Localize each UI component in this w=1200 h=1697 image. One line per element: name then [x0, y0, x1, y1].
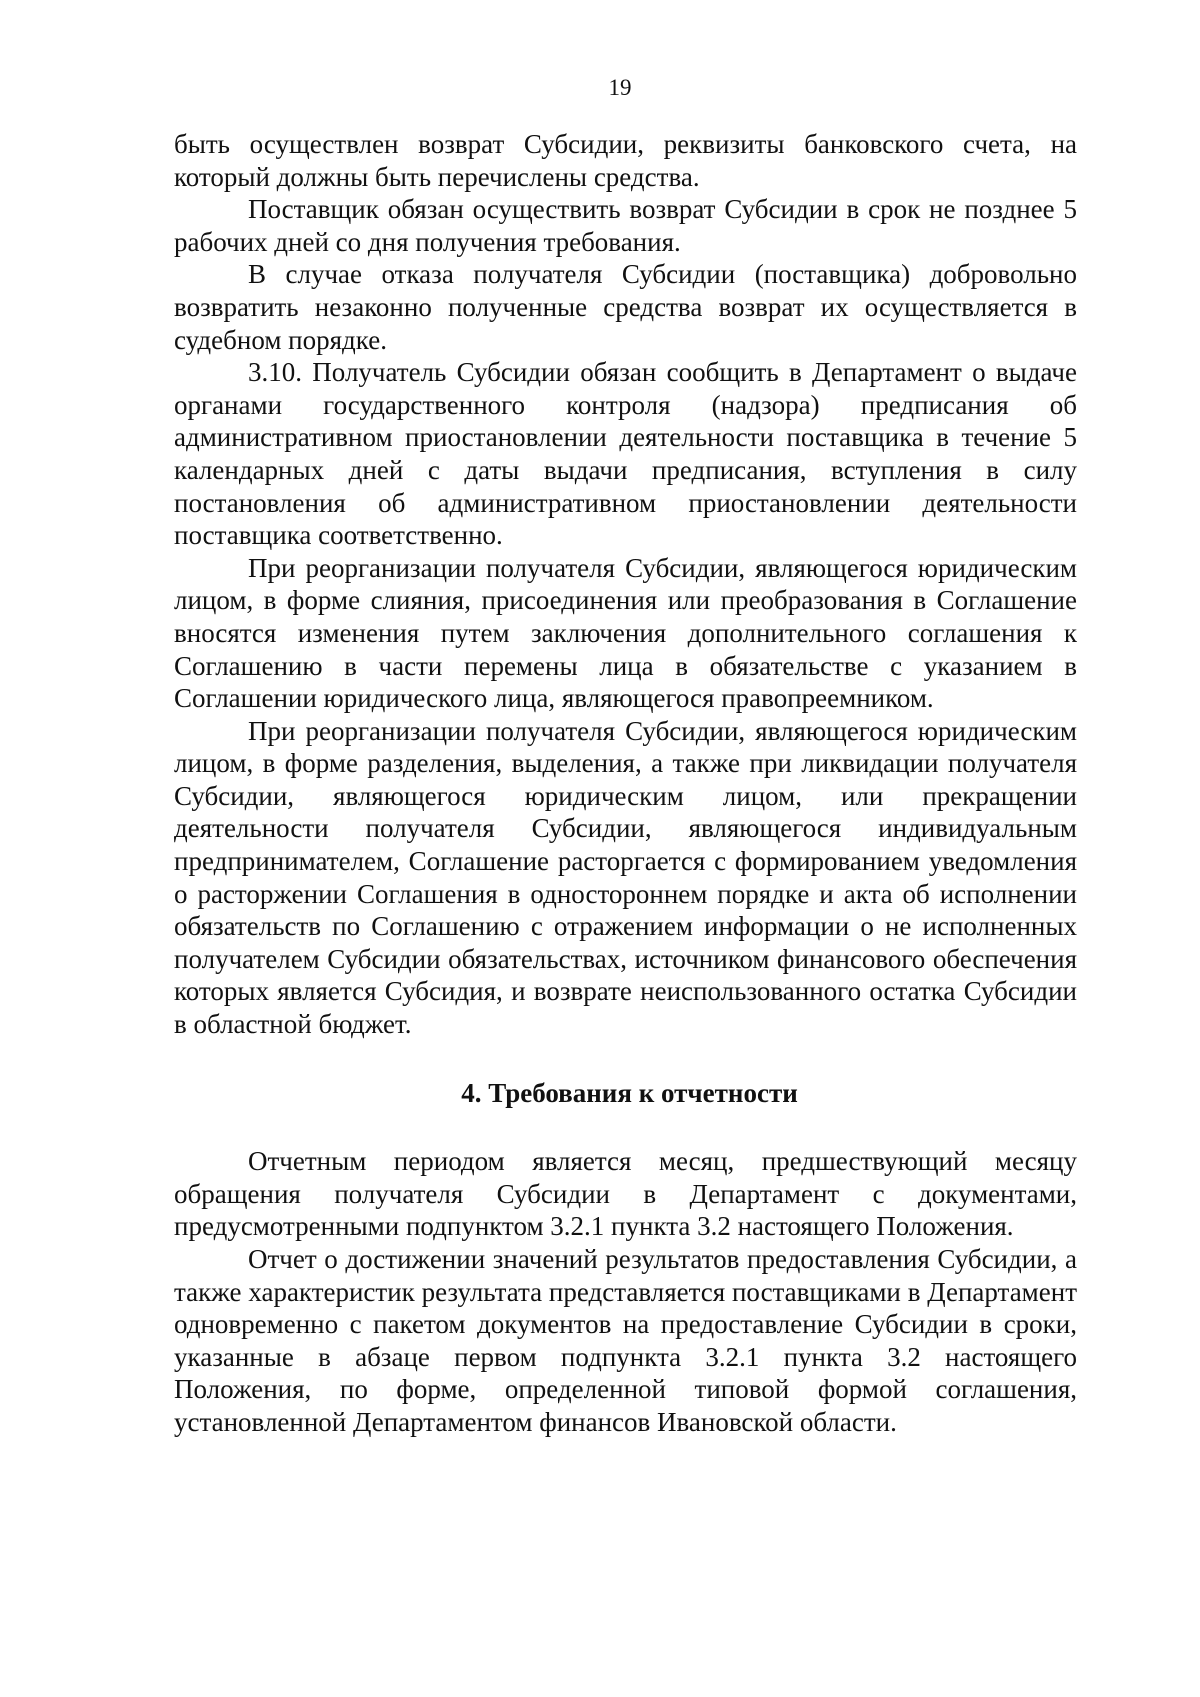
paragraph-report-submission: Отчет о достижении значений результатов предоставления Субсидии, а также характеристик результата представляется поставщиками в Департамент одновременно с пакетом документов на предоставление Субсидии в сроки, указанные в абзаце первом подпункта 3.2.1 пункта 3.2 настоящего Положения, по форме, определенной типовой формой соглашения, установленной Департаментом финансов Ивановской области.	[174, 1244, 1077, 1437]
paragraph-3-10: 3.10. Получатель Субсидии обязан сообщить в Департамент о выдаче органами государственного контроля (надзора) предписания об административном приостановлении деятельности поставщика в течение 5 календарных дней с даты выдачи предписания, вступления в силу постановления об административном приостановлении деятельности поставщика соответственно.	[174, 357, 1077, 551]
paragraph-court-return: В случае отказа получателя Субсидии (поставщика) добровольно возвратить незаконно полученные средства возврат их осуществляется в судебном порядке.	[174, 259, 1077, 355]
paragraph-reorganization-merger: При реорганизации получателя Субсидии, являющегося юридическим лицом, в форме слияния, присоединения или преобразования в Соглашение вносятся изменения путем заключения дополнительного соглашения к Соглашению в части перемены лица в обязательстве с указанием в Соглашении юридического лица, являющегося правопреемником.	[174, 552, 1077, 714]
page-number: 19	[608, 75, 632, 100]
paragraph-reporting-period: Отчетным периодом является месяц, предшествующий месяцу обращения получателя Субсидии в Департамент с документами, предусмотренными подпунктом 3.2.1 пункта 3.2 настоящего Положения.	[174, 1146, 1077, 1242]
paragraph-continuation: быть осуществлен возврат Субсидии, реквизиты банковского счета, на который должны быть перечислены средства.	[174, 129, 1077, 192]
paragraph-reorganization-division: При реорганизации получателя Субсидии, являющегося юридическим лицом, в форме разделения, выделения, а также при ликвидации получателя Субсидии, являющегося юридическим лицом, или прекращении деятельности получателя Субсидии, являющегося индивидуальным предпринимателем, Соглашение расторгается с формированием уведомления о расторжении Соглашения в одностороннем порядке и акта об исполнении обязательств по Соглашению с отражением информации о не исполненных получателем Субсидии обязательствах, источником финансового обеспечения которых является Субсидия, и возврате неиспользованного остатка Субсидии в областной бюджет.	[174, 715, 1077, 1040]
section-heading: 4. Требования к отчетности	[461, 1077, 798, 1108]
paragraph-return-deadline: Поставщик обязан осуществить возврат Субсидии в срок не позднее 5 рабочих дней со дня получения требования.	[174, 194, 1077, 257]
document-body	[174, 128, 1077, 1439]
